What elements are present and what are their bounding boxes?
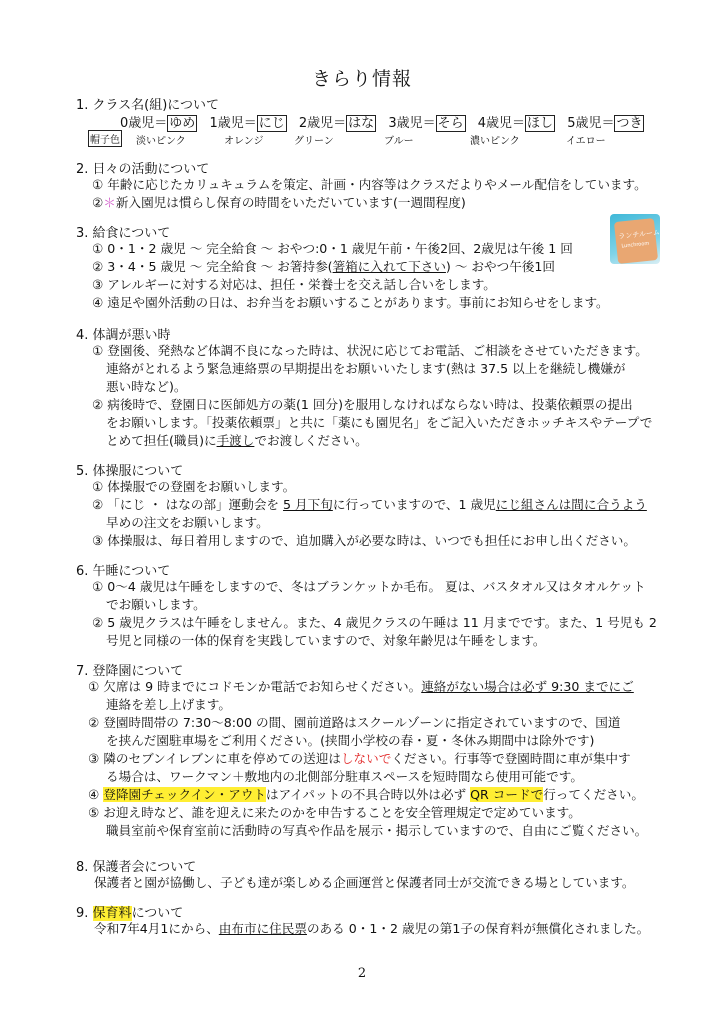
uniform-line-4: ③ 体操服は、毎日着用しますので、追加購入が必要な時は、いつでも担任にお申し出ください。 — [92, 533, 636, 548]
health-line-1: ① 登園後、発熱など体調不良になった時は、状況に応じてお電話、ご相談をさせていただきます。 — [92, 343, 648, 358]
attendance-line-1: ① 欠席は 9 時までにコドモンか電話でお知らせください。連絡がない場合は必ず 9:30 までにご — [88, 679, 634, 694]
fee-line: 令和7年4月1にから、由布市に住民票のある 0・1・2 歳児の第1子の保育料が無償化されました。 — [94, 921, 650, 936]
meal-line-3: ③ アレルギーに対する対応は、担任・栄養士を交え話し合いをします。 — [92, 277, 496, 292]
class-name-box: つき — [616, 116, 643, 131]
attendance-line-9: 職員室前や保育室前に活動時の写真や作品を展示・掲示していますので、自由にご覧ください。 — [106, 823, 648, 838]
hat-color: 濃いピンク — [470, 136, 520, 147]
section-9-heading: 9. 保育料について — [76, 906, 184, 921]
class-name-box: はな — [348, 116, 375, 131]
page-number: 2 — [357, 966, 367, 981]
highlight: QR コードで — [470, 787, 544, 802]
class-item: 1歳児＝ にじ — [209, 116, 285, 131]
attendance-line-2: 連絡を差し上げます。 — [106, 697, 231, 712]
health-line-6: とめて担任(職員)に手渡しでお渡しください。 — [106, 433, 368, 448]
nap-line-3: ② 5 歳児クラスは午睡をしません。また、4 歳児クラスの午睡は 11 月までです。また、1 号児も 2 — [92, 615, 657, 630]
nap-line-1: ① 0～4 歳児は午睡をしますので、冬はブランケットか毛布。 夏は、バスタオル又はタオルケット — [92, 579, 646, 594]
highlight: 保育料 — [92, 906, 132, 921]
activity-line-2: ②＊新入園児は慣らし保育の時間をいただいています(一週間程度) — [92, 195, 466, 210]
health-line-3: 悪い時など)。 — [106, 379, 187, 394]
page-title: きらり情報 — [311, 68, 412, 90]
uniform-line-1: ① 体操服での登園をお願いします。 — [92, 479, 296, 494]
nap-line-2: でお願いします。 — [106, 597, 206, 612]
health-line-4: ② 病後時で、登園日に医師処方の薬(1 回分)を服用しなければならない時は、投薬依頼票の提出 — [92, 397, 633, 412]
attendance-line-7: ④ 登降園チェックイン・アウトはアイパットの不具合時以外は必ず QR コードで行ってください。 — [88, 787, 644, 802]
attendance-line-3: ② 登園時間帯の 7:30～8:00 の間、園前道路はスクールゾーンに指定されていますので、国道 — [88, 715, 621, 730]
hat-color: グリーン — [294, 136, 334, 147]
class-name-box: そら — [437, 116, 464, 131]
meal-line-4: ④ 遠足や園外活動の日は、お弁当をお願いすることがあります。事前にお知らせをします。 — [92, 295, 609, 310]
health-line-2: 連絡がとれるよう緊急連絡票の早期提出をお願いいたします(熱は 37.5 以上を継続し機嫌が — [106, 361, 626, 376]
hat-color: ブルー — [384, 136, 414, 147]
class-name-row — [120, 112, 652, 131]
uniform-line-2: ② 「にじ ・ はなの部」運動会を 5 月下旬に行っていますので、1 歳児にじ組さんは間に合うよう — [92, 497, 647, 512]
star-icon: ＊ — [103, 195, 116, 210]
class-item: 3歳児＝ そら — [388, 116, 464, 131]
section-7-heading: 7. 登降園について — [76, 664, 184, 679]
attendance-line-5: ③ 隣のセブンイレブンに車を停めての送迎はしないでください。行事等で登園時間に車が集中す — [88, 751, 631, 766]
class-item: 5歳児＝ つき — [567, 116, 643, 131]
class-item: 4歳児＝ ほし — [477, 116, 554, 131]
section-3-heading: 3. 給食について — [76, 226, 171, 241]
hat-color: イエロー — [566, 136, 606, 147]
class-item: 2歳児＝ はな — [298, 116, 375, 131]
activity-line-1: ① 年齢に応じたカリュキュラムを策定、計画・内容等はクラスだよりやメール配信をしています。 — [92, 177, 647, 192]
lunchroom-sign-illustration: ランチルーム Lunchroom — [610, 214, 660, 264]
meal-line-1: ① 0・1・2 歳児 ～ 完全給食 ～ おやつ:0・1 歳児午前・午後2回、2歳児は午後 1 回 — [92, 241, 573, 256]
uniform-line-3: 早めの注文をお願いします。 — [106, 515, 269, 530]
section-4-heading: 4. 体調が悪い時 — [76, 328, 171, 343]
section-8-heading: 8. 保護者会について — [76, 860, 197, 875]
highlight: 登降園チェックイン・アウト — [103, 787, 267, 802]
attendance-line-8: ⑤ お迎え時など、誰を迎えに来たのかを申告することを安全管理規定で定めています。 — [88, 805, 581, 820]
health-line-5: をお願いします。「投薬依頼票」と共に「薬にも園児名」をご記入いただきホッチキスやテープで — [106, 415, 653, 430]
attendance-line-4: を挟んだ園駐車場をご利用ください。(挟間小学校の春・夏・冬休み期間中は除外です) — [106, 733, 595, 748]
section-1-heading: 1. クラス名(組)について — [76, 98, 220, 113]
nap-line-4: 号児と同様の一体的保育を実践していますので、対象年齢児は午睡をします。 — [106, 633, 546, 648]
section-6-heading: 6. 午睡について — [76, 564, 171, 579]
meal-line-2: ② 3・4・5 歳児 ～ 完全給食 ～ お箸持参(箸箱に入れて下さい) ～ おやつ午後1回 — [92, 259, 556, 274]
hat-color: 淡いピンク — [136, 136, 186, 147]
hat-color-label: 帽子色 — [88, 130, 122, 147]
class-name-box: ほし — [527, 116, 554, 131]
parents-association-line: 保護者と園が協働し、子ども達が楽しめる企画運営と保護者同士が交流できる場としています。 — [94, 875, 635, 890]
section-5-heading: 5. 体操服について — [76, 464, 184, 479]
section-2-heading: 2. 日々の活動について — [76, 162, 210, 177]
attendance-line-6: る場合は、ワークマン＋敷地内の北側部分駐車スペースを短時間なら使用可能です。 — [106, 769, 583, 784]
class-name-box: にじ — [258, 116, 285, 131]
class-name-box: ゆめ — [169, 116, 196, 131]
hat-color: オレンジ — [224, 136, 264, 147]
class-item: 0歳児＝ ゆめ — [120, 116, 196, 131]
